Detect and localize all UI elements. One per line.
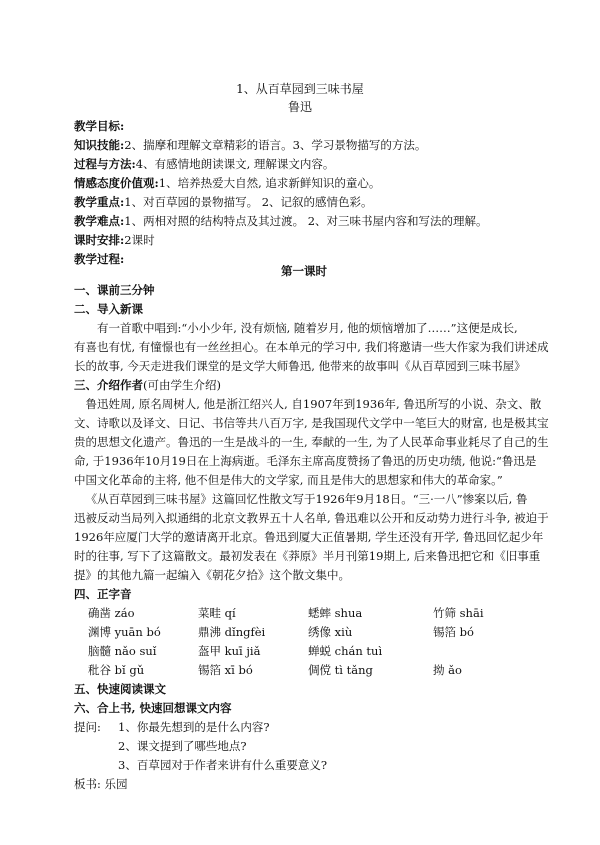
author-line-2: 文、诗歌以及译文、日记、书信等共八百万字, 是我国现代文学中一笔巨大的财富, 也是极其宝 (74, 416, 549, 430)
pinyin-row (88, 604, 534, 623)
question-item: 3、百草园对于作者来讲有什么重要意义? (118, 758, 327, 772)
questions-block (74, 718, 534, 775)
pinyin-item: 盔甲 kuī jiǎ (198, 644, 261, 658)
schedule-line (74, 231, 534, 250)
pinyin-row (88, 623, 534, 642)
key-point-text: 1、对百草园的景物描写。 2、记叙的感情色彩。 (124, 195, 373, 209)
lesson-title: 1、从百草园到三味书屋 (236, 82, 364, 96)
pinyin-row (88, 642, 534, 661)
pinyin-item: 脑髓 nǎo suǐ (88, 644, 157, 658)
process-label: 过程与方法: (74, 157, 136, 171)
work-line-3: 1926年应厦门大学的邀请离开北京。鲁迅到厦大正值暑期, 学生还没有开学, 鲁迅回忆起少年 (74, 530, 544, 544)
question-item: 2、课文提到了哪些地点? (118, 739, 247, 753)
emotion-label: 情感态度价值观: (74, 176, 159, 190)
pinyin-row (88, 661, 534, 680)
knowledge-text: 2、揣摩和理解文章精彩的语言。3、学习景物描写的方法。 (124, 138, 427, 152)
section-5-heading: 五、快速阅读课文 (74, 682, 166, 696)
section-6-heading: 六、合上书, 快速回想课文内容 (74, 701, 232, 715)
author-line-4: 命, 于1936年10月19日在上海病逝。毛泽东主席高度赞扬了鲁迅的历史功绩, 他说:“鲁迅是 (74, 454, 537, 468)
pinyin-item: 竹筛 shāi (433, 606, 484, 620)
lesson-one-section (74, 262, 549, 794)
pinyin-item: 绣像 xiù (308, 625, 353, 639)
pinyin-item: 拗 ǎo (433, 663, 462, 677)
process-heading: 教学过程: (74, 252, 125, 266)
pinyin-item: 确凿 záo (88, 606, 135, 620)
knowledge-label: 知识技能: (74, 138, 125, 152)
intro-paragraph (74, 319, 549, 376)
section-2-heading: 二、导入新课 (74, 302, 143, 316)
schedule-label: 课时安排: (74, 233, 125, 247)
author-paragraph (74, 395, 549, 490)
knowledge-line (74, 136, 534, 155)
emotion-line (74, 174, 534, 193)
intro-line-2: 有喜也有忧, 有憧憬也有一丝丝担心。在本单元的学习中, 我们将邀请一些大作家为我们讲述成 (74, 340, 549, 354)
section-4-heading: 四、正字音 (74, 587, 132, 601)
board-note: 板书: 乐园 (74, 777, 128, 791)
difficulty-text: 1、两相对照的结构特点及其过渡。 2、对三味书屋内容和写法的理解。 (124, 214, 488, 228)
process-line (74, 155, 534, 174)
work-line-2: 迅被反动当局列入拟通缉的北京文教界五十人名单, 鲁迅难以公开和反动势力进行斗争, 被迫于 (74, 511, 549, 525)
author-line-5: 中国文化革命的主将, 他不但是伟大的文学家, 而且是伟大的思想家和伟大的革命家。” (74, 473, 503, 487)
pinyin-item: 秕谷 bǐ gǔ (88, 663, 145, 677)
pinyin-item: 锡箔 bó (433, 625, 474, 639)
work-line-4: 时的往事, 写下了这篇散文。最初发表在《莽原》半月刊第19期上, 后来鲁迅把它和《旧事重 (74, 549, 541, 563)
key-point-line (74, 193, 534, 212)
pinyin-table (74, 604, 534, 680)
process-text: 4、有感情地朗读课文, 理解课文内容。 (135, 157, 335, 171)
emotion-text: 1、培养热爱大自然, 追求新鲜知识的童心。 (158, 176, 381, 190)
work-line-5: 提》的其他九篇一起编入《朝花夕拾》这个散文集中。 (74, 568, 350, 582)
question-line (74, 718, 534, 737)
pinyin-item: 蝉蜕 chán tuì (308, 644, 383, 658)
work-paragraph (74, 490, 549, 585)
section-3-label: 三、介绍作者 (74, 378, 143, 392)
difficulty-line (74, 212, 534, 231)
section-3-heading (74, 376, 534, 395)
difficulty-label: 教学难点: (74, 214, 125, 228)
pinyin-item: 蟋蟀 shua (308, 606, 363, 620)
pinyin-item: 鼎沸 dǐngfèi (198, 625, 266, 639)
section-3-note: (可由学生介绍) (143, 378, 221, 392)
key-point-label: 教学重点: (74, 195, 125, 209)
pinyin-item: 锡箔 xī bó (198, 663, 253, 677)
pinyin-item: 倜傥 tì tǎng (308, 663, 373, 677)
pinyin-item: 菜畦 qí (198, 606, 236, 620)
teaching-goals-section (74, 117, 534, 269)
author-name: 鲁迅 (287, 100, 312, 114)
questions-label: 提问: (74, 720, 101, 734)
intro-line-1: 有一首歌中唱到:“小小少年, 没有烦恼, 随着岁月, 他的烦恼增加了……”这便是成长, (97, 321, 518, 335)
intro-line-3: 长的故事, 今天走进我们课堂的是文学大师鲁迅, 他带来的故事叫《从百草园到三味书屋》 (74, 359, 526, 373)
author-line-3: 贵的思想文化遗产。鲁迅的一生是战斗的一生, 奉献的一生, 为了人民革命事业耗尽了自己的生 (74, 435, 549, 449)
lesson1-heading: 第一课时 (281, 264, 327, 278)
schedule-text: 2课时 (124, 233, 155, 247)
work-line-1: 《从百草园到三味书屋》这篇回忆性散文写于1926年9月18日。“三·一八”惨案以后, 鲁 (85, 492, 528, 506)
author-line-1: 鲁迅姓周, 原名周树人, 他是浙江绍兴人, 自1907年到1936年, 鲁迅所写的小说、杂文、散 (85, 397, 542, 411)
section-1-heading: 一、课前三分钟 (74, 283, 155, 297)
pinyin-item: 渊博 yuān bó (88, 625, 161, 639)
goals-heading: 教学目标: (74, 119, 125, 133)
question-item: 1、你最先想到的是什么内容? (118, 720, 270, 734)
